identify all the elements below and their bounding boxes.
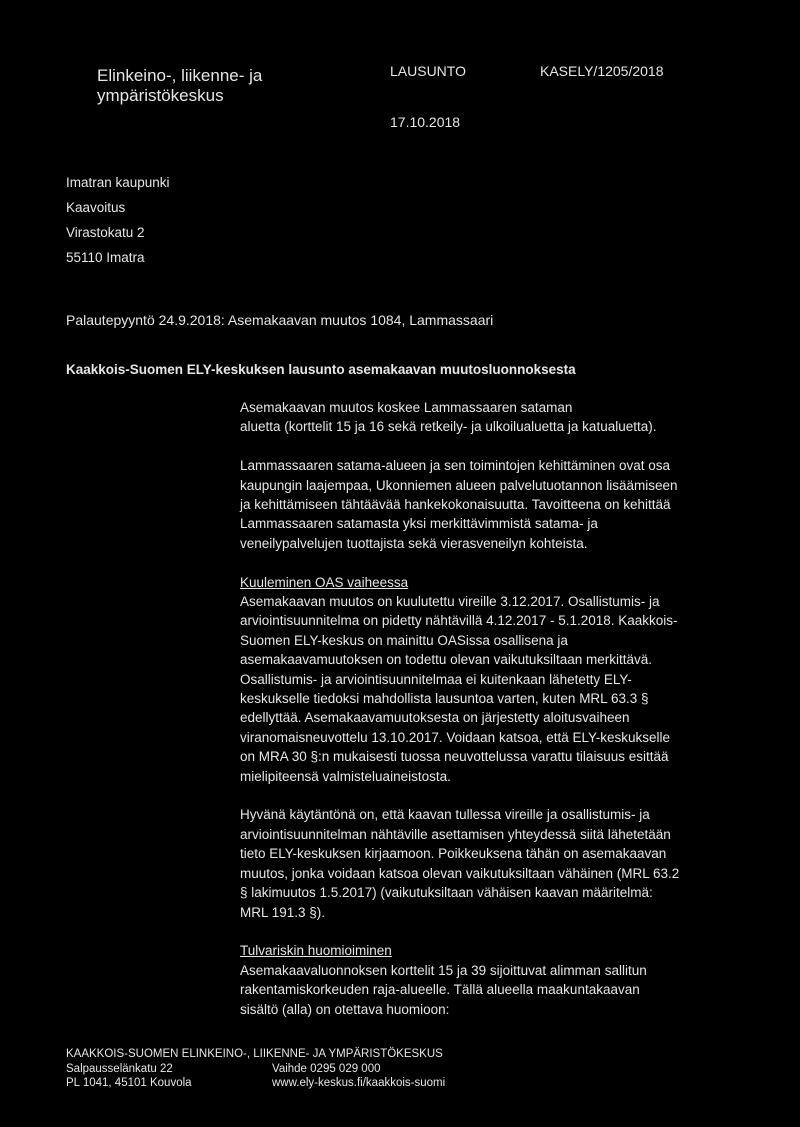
section-heading: Tulvariskin huomioiminen [240, 943, 392, 959]
paragraph: Asemakaavaluonnoksen korttelit 15 ja 39 sijoittuvat alimman sallitun rakentamiskorkeuden raja-alueelle. Tällä alueella maakuntakaavan sisältö (alla) on otettava huomioon: [240, 962, 647, 1017]
org-line-2: ympäristökeskus [97, 86, 224, 105]
paragraph: Asemakaavan muutos koskee Lammassaaren sataman aluetta (korttelit 15 ja 16 sekä retkeily- ja ulkoilualuetta ja katualuetta). [240, 400, 657, 435]
paragraph: Hyvänä käytäntönä on, että kaavan tullessa vireille ja osallistumis- ja arviointisuunnitelman nähtäville asettamisen yhteydessä siitä lähetetään tieto ELY-keskuksen kirjaamoon. Poikkeuksena tähän on asemakaavan muutos, jonka voidaan katsoa olevan vaikutuksiltaan vähäinen (MRL 63.2 § lakimuutos 1.5.2017) (vaikutuksiltaan vähäisen kaavan määritelmä: MRL 191.3 §). [240, 807, 680, 920]
paragraph: Lammassaaren satama-alueen ja sen toimintojen kehittäminen ovat osa kaupungin laajempaa, Ukonniemen alueen palvelutuotannon lisäämiseen ja kehittämiseen tähtäävää hankekokonaisuutta. Tavoitteena on kehittää Lammassaaren satamasta yksi merkittävimmistä satama- ja veneilypalvelujen tuottajista sekä vierasveneilyn kohteista. [240, 458, 678, 551]
org-line-1: Elinkeino-, liikenne- ja [97, 66, 263, 85]
recipient-line: Imatran kaupunki [66, 175, 170, 190]
footer-address-1: Salpausselänkatu 22 [66, 1062, 173, 1075]
recipient-line: Virastokatu 2 [66, 225, 145, 240]
body-text [240, 398, 740, 1038]
section-heading: Kuuleminen OAS vaiheessa [240, 574, 409, 590]
footer-org: KAAKKOIS-SUOMEN ELINKEINO-, LIIKENNE- JA YMPÄRISTÖKESKUS [66, 1048, 443, 1060]
page-footer [66, 1047, 445, 1091]
footer-address-2: PL 1041, 45101 Kouvola [66, 1077, 192, 1089]
recipient-address [66, 170, 170, 270]
footer-phone: Vaihde 0295 029 000 [272, 1062, 381, 1075]
organization-name [97, 66, 262, 106]
paragraph: Asemakaavan muutos on kuulutettu vireille 3.12.2017. Osallistumis- ja arviointisuunnitelma on pidetty nähtävillä 4.12.2017 - 5.1.2018. Kaakkois- Suomen ELY-keskus on mainittu OASissa osallisena ja asemakaavamuutoksen on todettu olevan vaikutuksiltaan merkittävä. Osallistumis- ja arviointisuunnitelmaa ei kuitenkaan lähetetty ELY- keskukselle tiedoksi mahdollista lausuntoa varten, kuten MRL 63.3 § edellyttää. Asemakaavamuutoksesta on järjestetty aloitusvaiheen viranomaisneuvottelu 13.10.2017. Voidaan katsoa, että ELY-keskukselle on MRA 30 §:n mukaisesti tuossa neuvottelussa varattu tilaisuus esittää mielipiteensä valmisteluaineistosta. [240, 594, 678, 784]
recipient-line: 55110 Imatra [66, 250, 145, 265]
footer-web-link[interactable]: www.ely-keskus.fi/kaakkois-suomi [272, 1077, 446, 1089]
document-number: KASELY/1205/2018 [540, 63, 664, 79]
document-title: Kaakkois-Suomen ELY-keskuksen lausunto asemakaavan muutosluonnoksesta [66, 362, 576, 377]
reference-line: Palautepyyntö 24.9.2018: Asemakaavan muutos 1084, Lammassaari [66, 312, 494, 328]
document-type: LAUSUNTO [390, 63, 466, 79]
document-date: 17.10.2018 [390, 114, 461, 130]
recipient-line: Kaavoitus [66, 200, 126, 215]
